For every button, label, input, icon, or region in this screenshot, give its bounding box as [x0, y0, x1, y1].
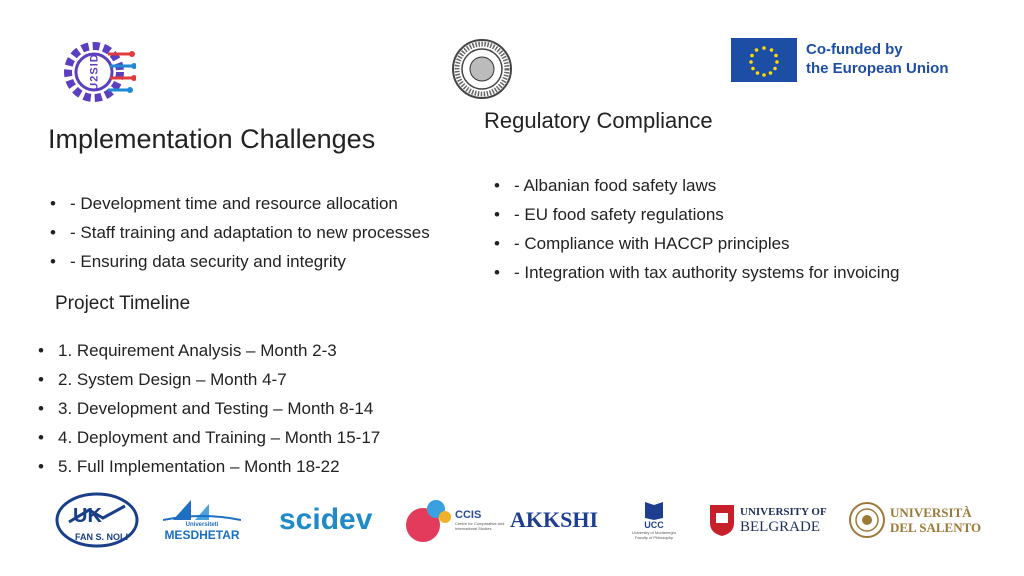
- ccis-text: CCIS: [455, 509, 482, 521]
- timeline-list: [38, 341, 380, 486]
- svg-text:UK: UK: [73, 505, 102, 527]
- ccis-circles-icon: [403, 495, 453, 545]
- mesdhetar-text: MESDHETAR: [164, 528, 240, 542]
- list-item: • 2. System Design – Month 4-7: [38, 370, 380, 399]
- ucc-subtext: University of Montenegro Faculty of Philosophy: [631, 530, 677, 540]
- mesdhetar-small: Universiteti: [185, 522, 219, 528]
- eu-stars-icon: [731, 38, 797, 82]
- eu-text-line2: the European Union: [806, 60, 949, 77]
- salento-seal-icon: [848, 501, 886, 539]
- list-item: • - Staff training and adaptation to new processes: [50, 223, 430, 252]
- mesdhetar-logo: [163, 492, 241, 548]
- akkshi-text: AKKSHI: [510, 507, 599, 532]
- belgrade-crest-icon: [708, 503, 736, 537]
- fan-noli-text: FAN S. NOLI: [75, 532, 129, 542]
- belgrade-line1: UNIVERSITY OF: [740, 506, 827, 518]
- challenges-title: Implementation Challenges: [48, 124, 376, 154]
- list-item: • 3. Development and Testing – Month 8-14: [38, 399, 380, 428]
- list-item: • - Integration with tax authority systems for invoicing: [494, 263, 900, 292]
- scidev-text: scidev: [279, 503, 373, 536]
- university-seal-icon: [451, 38, 513, 100]
- eu-text-line1: Co-funded by: [806, 41, 903, 58]
- belgrade-line2: BELGRADE: [740, 519, 820, 535]
- eu-flag: [731, 38, 797, 82]
- salento-logo: [848, 492, 981, 548]
- fan-noli-logo: [55, 492, 139, 548]
- timeline-title: Project Timeline: [55, 293, 191, 314]
- list-item: • - Albanian food safety laws: [494, 176, 900, 205]
- salento-line1: UNIVERSITÀ: [890, 505, 972, 520]
- list-item: • - Development time and resource allocation: [50, 194, 430, 223]
- ucc-text: UCC: [644, 520, 664, 530]
- scidev-logo: [279, 492, 372, 548]
- challenges-list: [50, 194, 430, 281]
- list-item: • - EU food safety regulations: [494, 205, 900, 234]
- compliance-list: [494, 176, 900, 292]
- ccis-subtext: Centre for Comparative and International Studies: [455, 521, 505, 531]
- compliance-title: Regulatory Compliance: [484, 108, 713, 133]
- list-item: • - Ensuring data security and integrity: [50, 252, 430, 281]
- ccis-logo: [403, 492, 515, 548]
- list-item: • - Compliance with HACCP principles: [494, 234, 900, 263]
- shkodra-seal: [451, 38, 513, 100]
- list-item: • 1. Requirement Analysis – Month 2-3: [38, 341, 380, 370]
- ucc-logo: [628, 492, 680, 548]
- u2sid-logo: [64, 36, 136, 108]
- eu-cofunded-label: [806, 40, 949, 78]
- book-icon: [643, 500, 665, 520]
- u2sid-logo-text: U2SID: [88, 53, 101, 91]
- belgrade-logo: [708, 492, 827, 548]
- sail-icon: [163, 498, 241, 522]
- list-item: • 5. Full Implementation – Month 18-22: [38, 457, 380, 486]
- salento-line2: DEL SALENTO: [890, 520, 982, 535]
- list-item: • 4. Deployment and Training – Month 15-17: [38, 428, 380, 457]
- akkshi-logo: [510, 492, 598, 548]
